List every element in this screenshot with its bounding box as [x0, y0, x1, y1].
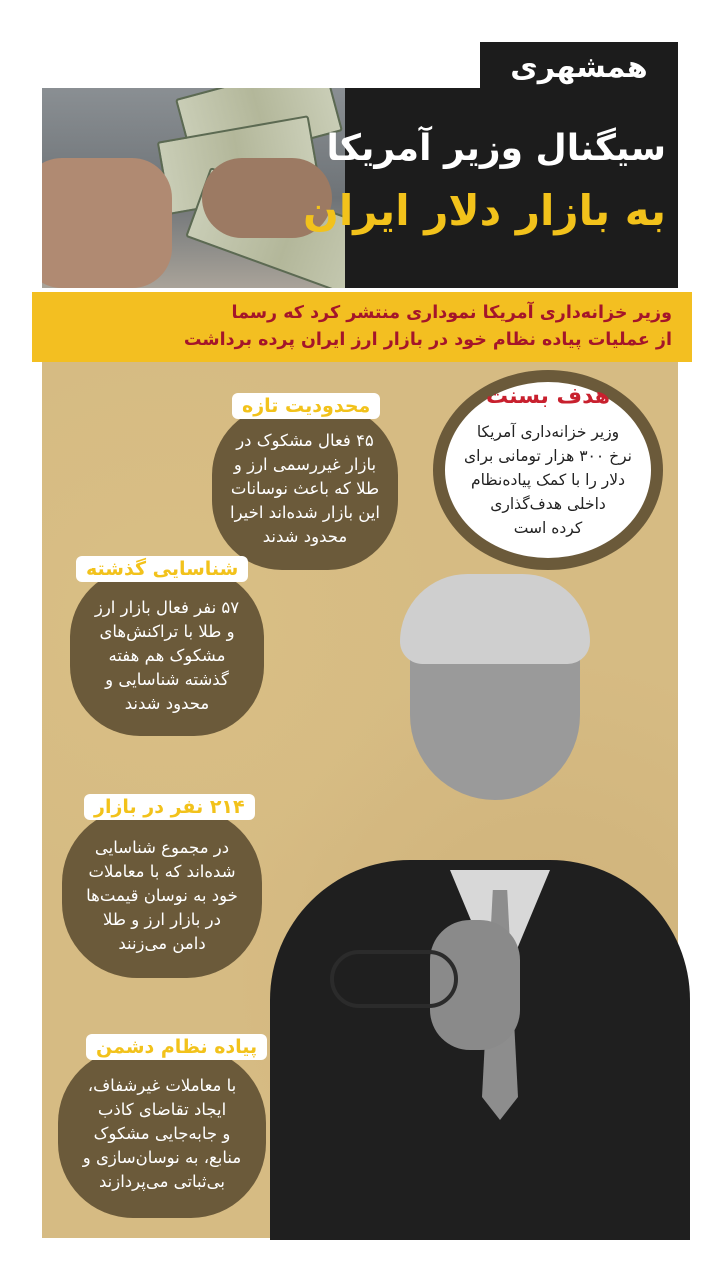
bubble-heading: محدودیت تازه	[232, 393, 380, 419]
bubble-text: ۵۷ نفر فعال بازار ارز و طلا با تراکنش‌های مشکوک هم هفته گذشته شناسایی و محدود شدند	[94, 598, 240, 713]
bubble-heading-wrap	[232, 393, 380, 419]
bubble-text: ۴۵ فعال مشکوک در بازار غیررسمی ارز و طلا که باعث نوسانات این بازار شده‌اند اخیرا محدود شدند	[229, 431, 381, 546]
headline-line-1: سیگنال وزیر آمریکا	[326, 128, 666, 169]
bubble-past-identification	[70, 568, 264, 736]
bubble-heading: شناسایی گذشته	[76, 556, 248, 582]
bubble-heading: ۲۱۴ نفر در بازار	[84, 794, 255, 820]
target-heading: هدف بسنت	[485, 384, 611, 409]
bubble-new-restriction	[212, 405, 398, 570]
logo-text: همشهری	[510, 49, 648, 85]
bubble-enemy-infantry	[58, 1048, 266, 1218]
bubble-214-people	[62, 808, 262, 978]
lead-band	[32, 292, 692, 362]
target-text: وزیر خزانه‌داری آمریکا نرخ ۳۰۰ هزار تومانی برای دلار را با کمک پیاده‌نظام داخلی هدف‌گذاری کرده است	[464, 423, 632, 537]
bubble-text: در مجموع شناسایی شده‌اند که با معاملات خود به نوسان قیمت‌ها در بازار ارز و طلا دامن می‌زنند	[86, 838, 238, 953]
bubble-heading: پیاده نظام دشمن	[86, 1034, 267, 1060]
bubble-heading-wrap	[86, 1034, 267, 1060]
bubble-heading-wrap	[76, 556, 248, 582]
bubble-text: با معاملات غیرشفاف، ایجاد تقاضای کاذب و جابه‌جایی مشکوک منابع، به نوسان‌سازی و بی‌ثباتی می‌پردازند	[82, 1076, 242, 1191]
portrait-photo	[270, 580, 690, 1240]
lead-text	[52, 300, 672, 354]
brand-logo	[480, 42, 678, 92]
headline-line-2: به بازار دلار ایران	[303, 186, 666, 235]
lead-line-2: از عملیات پیاده نظام خود در بازار ارز ایران پرده برداشت	[183, 330, 672, 350]
bubble-heading-wrap	[84, 794, 255, 820]
lead-line-1: وزیر خزانه‌داری آمریکا نموداری منتشر کرد که رسما	[231, 303, 672, 323]
